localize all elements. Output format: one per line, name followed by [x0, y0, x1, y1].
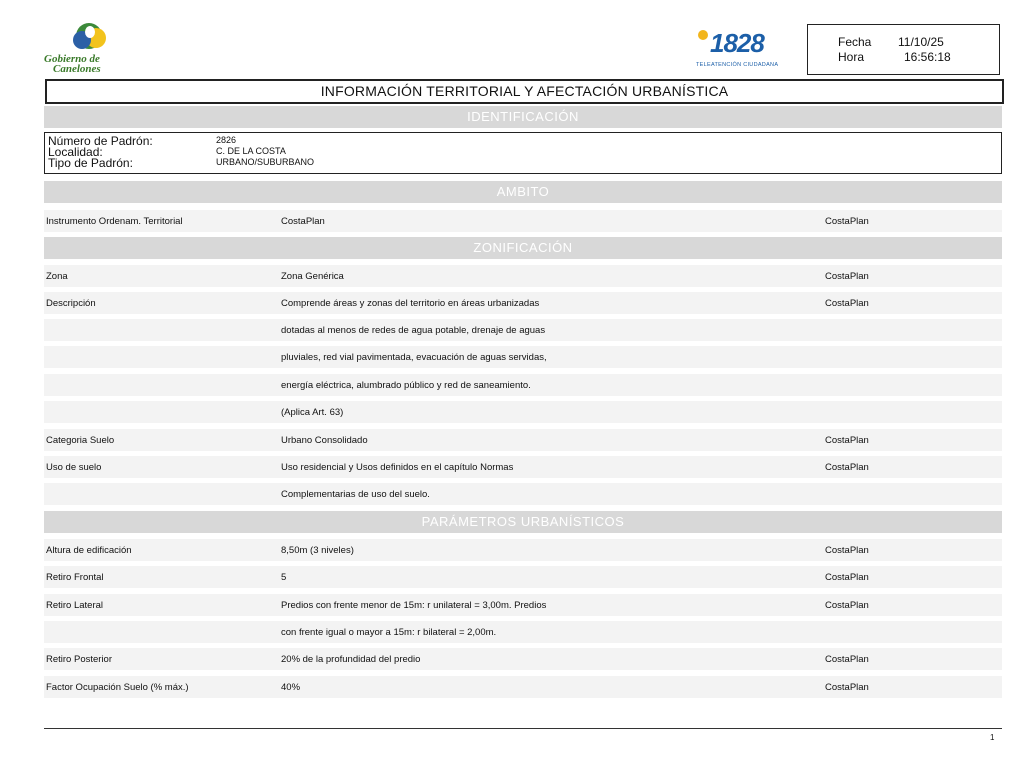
fecha-label: Fecha — [838, 35, 872, 49]
row-value: energía eléctrica, alumbrado público y red de saneamiento. — [281, 380, 531, 391]
row-label: Retiro Lateral — [46, 600, 104, 611]
row-label: Uso de suelo — [46, 462, 102, 473]
localidad-value: C. DE LA COSTA — [216, 146, 286, 156]
table-row — [44, 676, 1002, 698]
tipo-padron-value: URBANO/SUBURBANO — [216, 157, 315, 167]
table-row — [44, 539, 1002, 561]
hora-label: Hora — [838, 50, 865, 64]
tipo-padron-label: Tipo de Padrón: — [48, 156, 133, 170]
row-value: Uso residencial y Usos definidos en el capítulo Normas — [281, 462, 514, 473]
row-label: Altura de edificación — [46, 545, 132, 556]
row-label: Zona — [46, 271, 68, 282]
row-source: CostaPlan — [825, 545, 869, 556]
row-label: Factor Ocupación Suelo (% máx.) — [46, 682, 189, 693]
section-parametros: PARÁMETROS URBANÍSTICOS — [44, 511, 1002, 533]
row-value: (Aplica Art. 63) — [281, 407, 344, 418]
section-identificacion: IDENTIFICACIÓN — [44, 106, 1002, 128]
teleatencion-logo — [696, 28, 782, 72]
row-label: Instrumento Ordenam. Territorial — [46, 216, 183, 227]
org-name-line1: Gobierno de — [44, 53, 100, 65]
row-value: Complementarias de uso del suelo. — [281, 489, 430, 500]
row-source: CostaPlan — [825, 600, 869, 611]
row-value: 5 — [281, 572, 287, 583]
row-value: Zona Genérica — [281, 271, 344, 282]
row-source: CostaPlan — [825, 271, 869, 282]
phone-logo-subtitle: TELEATENCIÓN CIUDADANA — [696, 62, 779, 68]
table-row — [44, 621, 1002, 643]
section-ambito: AMBITO — [44, 181, 1002, 203]
row-value: Urbano Consolidado — [281, 435, 368, 446]
row-label: Retiro Posterior — [46, 654, 112, 665]
padron-value: 2826 — [216, 135, 237, 145]
document-title: INFORMACIÓN TERRITORIAL Y AFECTACIÓN URBANÍSTICA — [45, 79, 1004, 104]
localidad-label: Localidad: — [48, 145, 103, 159]
table-row — [44, 374, 1002, 396]
table-row — [44, 566, 1002, 588]
row-value: 40% — [281, 682, 301, 693]
page-number: 1 — [990, 733, 995, 742]
footer-divider — [44, 728, 1002, 729]
row-source: CostaPlan — [825, 435, 869, 446]
gobierno-canelones-logo — [44, 22, 144, 78]
row-value: pluviales, red vial pavimentada, evacuación de aguas servidas, — [281, 352, 547, 363]
row-value: con frente igual o mayor a 15m: r bilateral = 2,00m. — [281, 627, 497, 638]
row-label: Retiro Frontal — [46, 572, 104, 583]
row-source: CostaPlan — [825, 572, 869, 583]
table-row — [44, 401, 1002, 423]
table-row — [44, 483, 1002, 505]
phone-icon — [698, 30, 708, 40]
hora-value: 16:56:18 — [904, 50, 951, 64]
table-row — [44, 292, 1002, 314]
phone-number-logo: 1828 — [710, 28, 764, 58]
row-value: 20% de la profundidad del predio — [281, 654, 421, 665]
row-label: Descripción — [46, 298, 96, 309]
org-name — [44, 54, 101, 74]
row-value: CostaPlan — [281, 216, 325, 227]
row-value: dotadas al menos de redes de agua potable, drenaje de aguas — [281, 325, 546, 336]
table-row — [44, 265, 1002, 287]
date-time-box — [807, 24, 1000, 75]
row-label: Categoria Suelo — [46, 435, 115, 446]
table-row — [44, 346, 1002, 368]
table-row — [44, 429, 1002, 451]
row-value: 8,50m (3 niveles) — [281, 545, 354, 556]
row-value: Predios con frente menor de 15m: r unilateral = 3,00m. Predios — [281, 600, 547, 611]
identificacion-box — [44, 132, 1002, 174]
row-source: CostaPlan — [825, 462, 869, 473]
canelones-emblem-icon — [66, 22, 112, 54]
section-zonificacion: ZONIFICACIÓN — [44, 237, 1002, 259]
row-source: CostaPlan — [825, 298, 869, 309]
table-row — [44, 210, 1002, 232]
org-name-line2: Canelones — [53, 63, 101, 75]
table-row — [44, 456, 1002, 478]
row-source: CostaPlan — [825, 216, 869, 227]
fecha-value: 11/10/25 — [898, 35, 944, 49]
table-row — [44, 594, 1002, 616]
table-row — [44, 648, 1002, 670]
table-row — [44, 319, 1002, 341]
row-source: CostaPlan — [825, 682, 869, 693]
row-value: Comprende áreas y zonas del territorio en áreas urbanizadas — [281, 298, 540, 309]
padron-label: Número de Padrón: — [48, 134, 153, 148]
row-source: CostaPlan — [825, 654, 869, 665]
